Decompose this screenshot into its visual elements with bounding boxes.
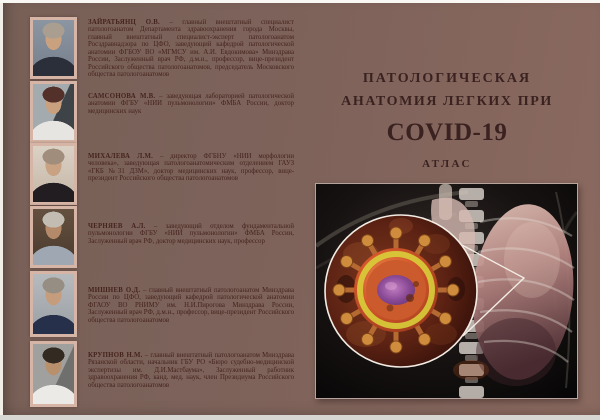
- author-name: МИХАЛЕВА Л.М.: [88, 153, 154, 160]
- virus-spot: [413, 281, 419, 287]
- author-photo: [30, 206, 77, 268]
- scan-edge-top: [0, 0, 600, 3]
- author-bio: – главный внештатный патологоанатом Минздрава Рязанской области, начальник ГБУ РО «Бюро судебно-медицинской экспертизы им. Д.И.Мастбаума», Заслуженный работник здравоохранения РФ, канд. мед. наук, член Президиума Российского общества патологоанатомов: [88, 352, 294, 389]
- author-name: САМСОНОВА М.В.: [88, 93, 156, 100]
- lungs-illustration: [315, 183, 578, 399]
- author-photo: [30, 341, 77, 407]
- author-entry: [88, 287, 294, 324]
- author-entry: [88, 19, 294, 79]
- book-title: [325, 69, 569, 174]
- author-entry: [88, 93, 294, 115]
- author-photo: [30, 81, 77, 143]
- author-photo: [30, 271, 77, 337]
- title-line-1: ПАТОЛОГИЧЕСКАЯ: [362, 71, 532, 86]
- author-bio: – заведующая лабораторией патологической анатомии ФГБУ «НИИ пульмонологии» ФМБА России, доктор медицинских наук: [88, 93, 294, 115]
- author-entry: [88, 352, 294, 389]
- author-entry: [88, 153, 294, 183]
- author-name: МИШНЕВ О.Д.: [88, 287, 141, 294]
- author-name: КРУПНОВ Н.М.: [88, 352, 143, 359]
- tissue-glow: [453, 360, 489, 380]
- author-bio: – главный внештатный патологоанатом Минздрава России по ЦФО, заведующий кафедрой патологической анатомии ФГАОУ ВО РНИМУ им. Н.И.Пирогова Минздрава России, Заслуженный врач РФ, д.м.н., профессор, вице-президент Российского общества патологоанатомов: [88, 287, 294, 324]
- subtitle-atlas: АТЛАС: [422, 158, 472, 170]
- portrait-image: [33, 84, 74, 140]
- book-cover-spread: [3, 3, 600, 415]
- portrait-image: [33, 20, 74, 76]
- title-line-2: АНАТОМИЯ ЛЕГКИХ ПРИ: [341, 94, 553, 109]
- core-highlight: [385, 282, 397, 290]
- scan-edge-bottom: [0, 415, 600, 420]
- portrait-image: [33, 344, 74, 404]
- virus-spot: [406, 294, 414, 302]
- author-bio: – директор ФГБНУ «НИИ морфологии человека», заведующая патологоанатомическим отделением ГАУЗ «ГКБ №31 ДЗМ», доктор медицинских наук, профессор, вице-президент Российского общества патологоанатомов: [88, 153, 294, 183]
- author-photo: [30, 143, 77, 205]
- author-name: ЗАЙРАТЬЯНЦ О.В.: [88, 19, 160, 26]
- virus-spot: [387, 305, 394, 312]
- author-bio: – заведующий отделом фундаментальной пульмонологии ФГБУ «НИИ пульмонологии» ФМБА России, Заслуженный врач РФ, доктор медицинских наук, профессор: [88, 223, 295, 245]
- author-bio: – главный внештатный специалист патологоанатом Департамента здравоохранения города Москвы, главный внештатный специалист-эксперт патологоанатом Росздравнадзора по ЦФО, заведующий кафедрой патологической анатомии ФГБОУ ВО «МГМСУ им. А.И. Евдокимова» Минздрава России, Заслуженный врач РФ, д.м.н., профессор, вице-президент Российского общества патологоанатомов, председатель Московского общества патологоанатомов: [88, 19, 294, 79]
- portrait-image: [33, 146, 74, 202]
- title-line-covid: COVID-19: [386, 119, 508, 146]
- portrait-image: [33, 209, 74, 265]
- portrait-image: [33, 274, 74, 334]
- author-photo: [30, 17, 77, 79]
- lungs-virus-artwork: [316, 184, 577, 398]
- author-name: ЧЕРНЯЕВ А.Л.: [88, 223, 146, 230]
- author-entry: [88, 223, 294, 245]
- scan-edge-left: [0, 3, 3, 415]
